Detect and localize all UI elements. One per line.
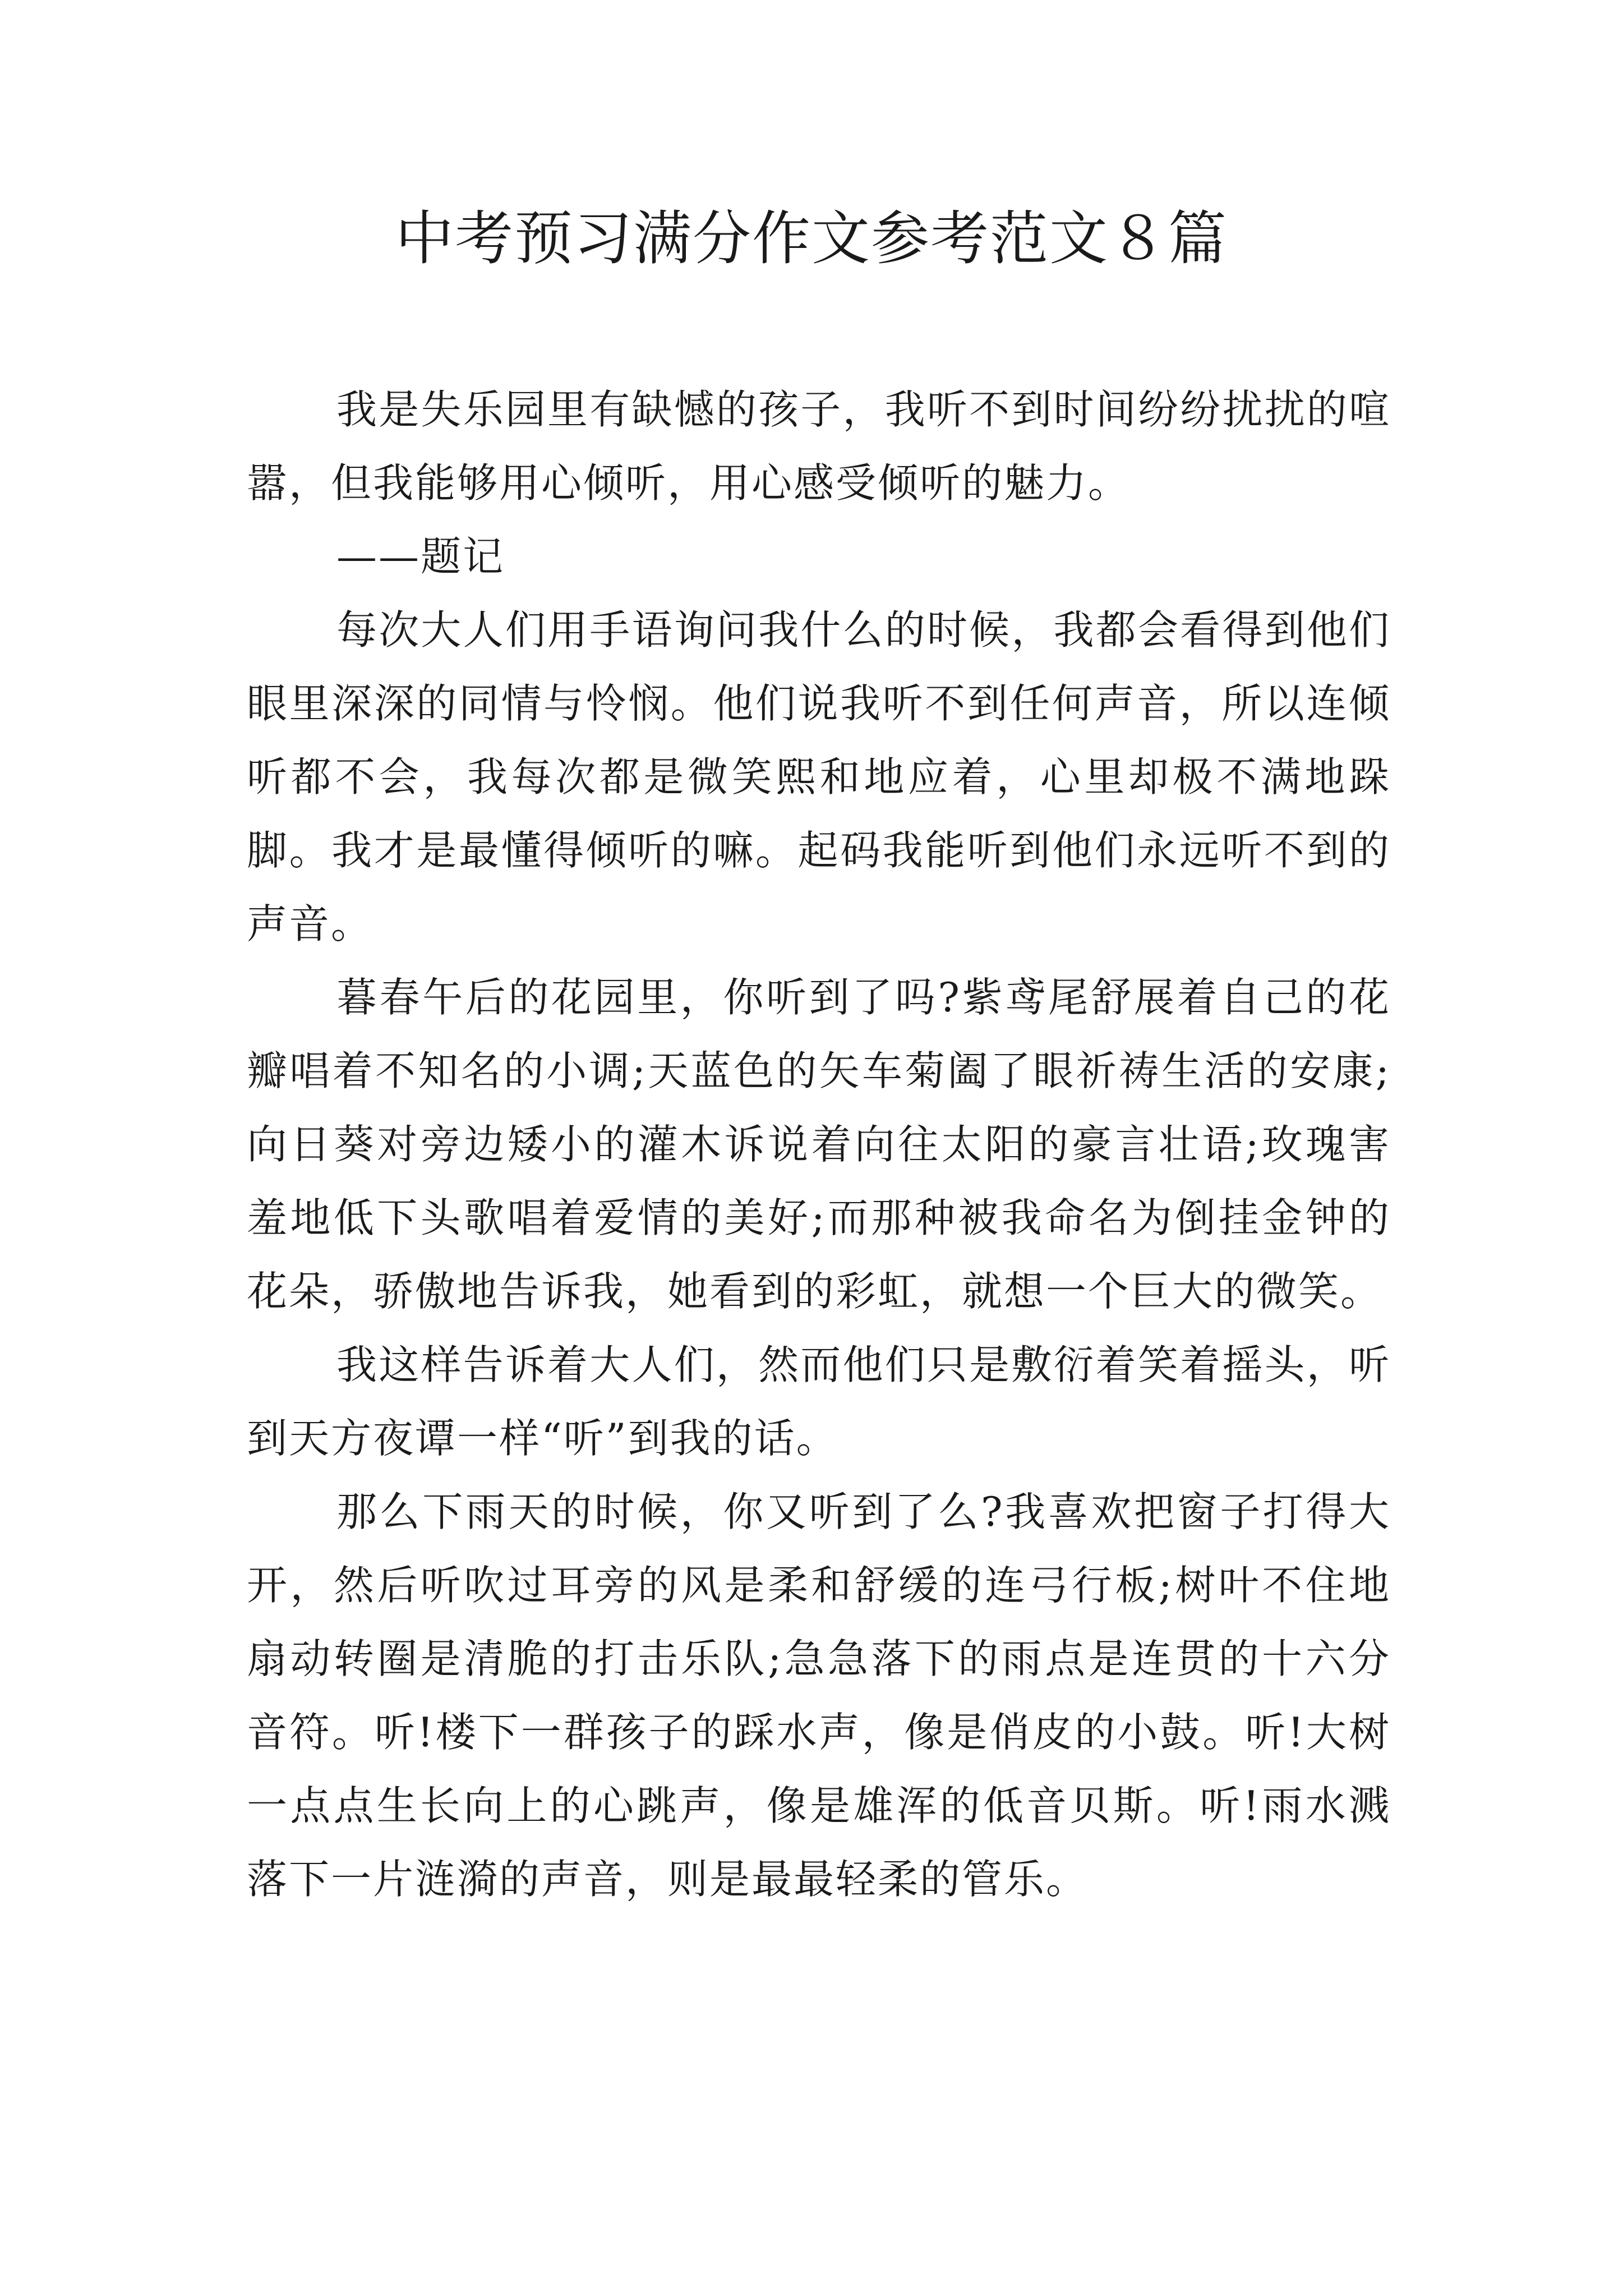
document-body	[247, 373, 1391, 1916]
paragraph-epigraph-note: ——题记	[336, 533, 505, 580]
paragraph-3: 我这样告诉着大人们，然而他们只是敷衍着笑着摇头，听到天方夜谭一样“听”到我的话。	[247, 1341, 1391, 1462]
paragraph-1: 每次大人们用手语询问我什么的时候，我都会看得到他们眼里深深的同情与怜悯。他们说我听不到任何声音，所以连倾听都不会，我每次都是微笑熙和地应着，心里却极不满地跺脚。我才是最懂得倾听的嘛。起码我能听到他们永远听不到的声音。	[247, 606, 1391, 947]
paragraph-intro: 我是失乐园里有缺憾的孩子，我听不到时间纷纷扰扰的喧嚣，但我能够用心倾听，用心感受倾听的魅力。	[247, 386, 1391, 507]
paragraph-4: 那么下雨天的时候，你又听到了么?我喜欢把窗子打得大开，然后听吹过耳旁的风是柔和舒缓的连弓行板;树叶不住地扇动转圈是清脆的打击乐队;急急落下的雨点是连贯的十六分音符。听!楼下一群孩子的踩水声，像是俏皮的小鼓。听!大树一点点生长向上的心跳声，像是雄浑的低音贝斯。听!雨水溅落下一片涟漪的声音，则是最最轻柔的管乐。	[247, 1488, 1391, 1903]
document-title: 中考预习满分作文参考范文８篇	[395, 204, 1228, 273]
paragraph-2: 暮春午后的花园里，你听到了吗?紫鸢尾舒展着自己的花瓣唱着不知名的小调;天蓝色的矢车菊阖了眼祈祷生活的安康;向日葵对旁边矮小的灌木诉说着向往太阳的豪言壮语;玫瑰害羞地低下头歌唱着爱情的美好;而那种被我命名为倒挂金钟的花朵，骄傲地告诉我，她看到的彩虹，就想一个巨大的微笑。	[247, 974, 1391, 1315]
